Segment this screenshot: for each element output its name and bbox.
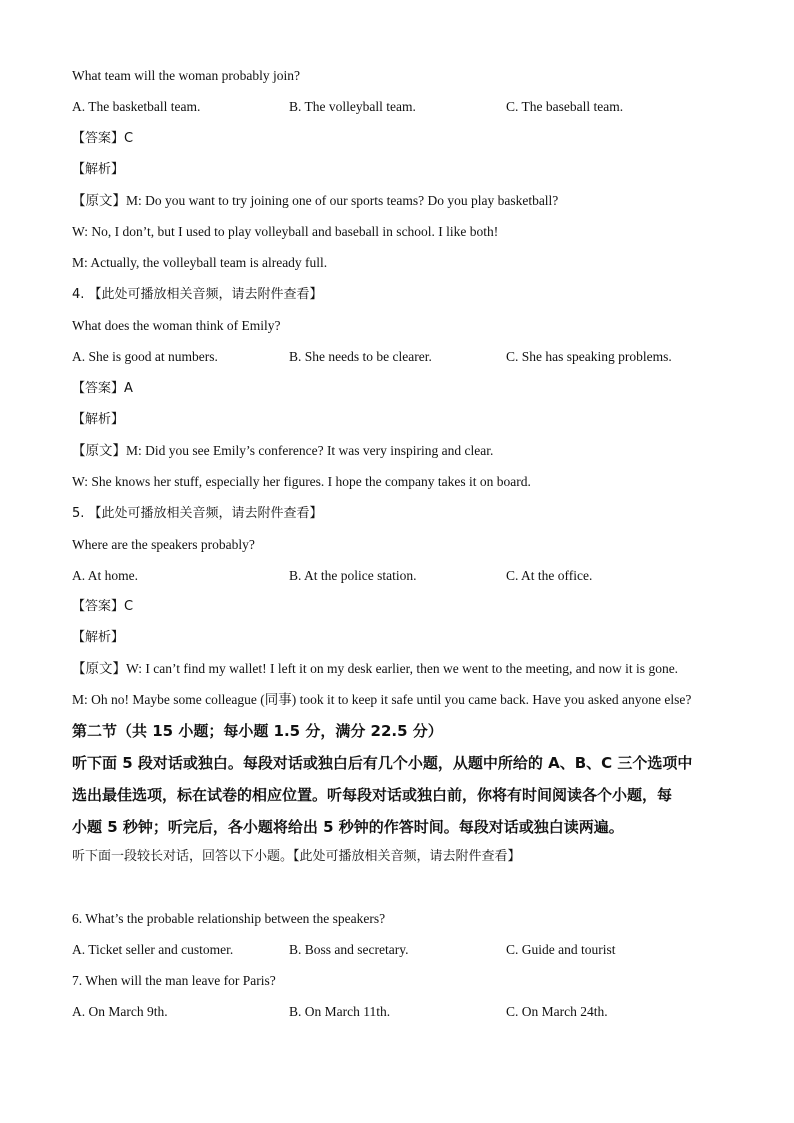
section2-instruction-line-2: 选出最佳选项，标在试卷的相应位置。听每段对话或独白前，你将有时间阅读各个小题，每	[72, 786, 673, 804]
q7-option-b: B. On March 11th.	[289, 1004, 391, 1019]
q3-answer: 【答案】C	[72, 131, 134, 146]
q4-option-a: A. She is good at numbers.	[72, 349, 218, 364]
q6-question: 6. What’s the probable relationship between the speakers?	[72, 911, 386, 926]
section2-title: 第二节（共 15 小题；每小题 1.5 分，满分 22.5 分）	[72, 722, 443, 740]
q4-transcript-line-2: W: She knows her stuff, especially her figures. I hope the company takes it on board.	[72, 474, 531, 489]
q3-transcript-line-2: W: No, I don’t, but I used to play volleyball and baseball in school. I like both!	[72, 224, 499, 239]
q5-option-c: C. At the office.	[506, 568, 593, 583]
q3-analysis-label: 【解析】	[72, 162, 125, 177]
q4-header: 4. 【此处可播放相关音频，请去附件查看】	[72, 287, 323, 302]
q6-option-a: A. Ticket seller and customer.	[72, 942, 234, 957]
q7-option-c: C. On March 24th.	[506, 1004, 608, 1019]
section2-instruction-line-3: 小题 5 秒钟；听完后，各小题将给出 5 秒钟的作答时间。每段对话或独白读两遍。	[72, 818, 624, 836]
q4-question: What does the woman think of Emily?	[72, 318, 281, 333]
q5-option-b: B. At the police station.	[289, 568, 417, 583]
q3-transcript-line-3: M: Actually, the volleyball team is already full.	[72, 255, 328, 270]
q3-question: What team will the woman probably join?	[72, 68, 300, 83]
q6-option-c: C. Guide and tourist	[506, 942, 616, 957]
q5-analysis-label: 【解析】	[72, 630, 125, 645]
q5-option-a: A. At home.	[72, 568, 138, 583]
q3-option-a: A. The basketball team.	[72, 99, 201, 114]
q3-option-c: C. The baseball team.	[506, 99, 624, 114]
q5-transcript-line-1: 【原文】W: I can’t find my wallet! I left it on my desk earlier, then we went to the meeting, and now it is gone.	[72, 661, 679, 676]
q7-question: 7. When will the man leave for Paris?	[72, 973, 276, 988]
q3-transcript-line-1: 【原文】M: Do you want to try joining one of our sports teams? Do you play basketball?	[72, 193, 559, 208]
q5-question: Where are the speakers probably?	[72, 537, 255, 552]
q4-answer: 【答案】A	[72, 381, 133, 396]
q3-option-b: B. The volleyball team.	[289, 99, 416, 114]
q4-analysis-label: 【解析】	[72, 412, 125, 427]
q5-header: 5. 【此处可播放相关音频，请去附件查看】	[72, 506, 323, 521]
q5-answer: 【答案】C	[72, 599, 134, 614]
q4-transcript-line-1: 【原文】M: Did you see Emily’s conference? It was very inspiring and clear.	[72, 443, 494, 458]
q7-option-a: A. On March 9th.	[72, 1004, 168, 1019]
q6-option-b: B. Boss and secretary.	[289, 942, 409, 957]
section2-prompt: 听下面一段较长对话，回答以下小题。【此处可播放相关音频，请去附件查看】	[72, 849, 521, 864]
q5-transcript-line-2: M: Oh no! Maybe some colleague (同事) took it to keep it safe until you came back. Have you asked anyone else?	[72, 692, 692, 707]
q4-option-b: B. She needs to be clearer.	[289, 349, 432, 364]
section2-instruction-line-1: 听下面 5 段对话或独白。每段对话或独白后有几个小题，从题中所给的 A、B、C 三个选项中	[72, 754, 693, 772]
q4-option-c: C. She has speaking problems.	[506, 349, 672, 364]
